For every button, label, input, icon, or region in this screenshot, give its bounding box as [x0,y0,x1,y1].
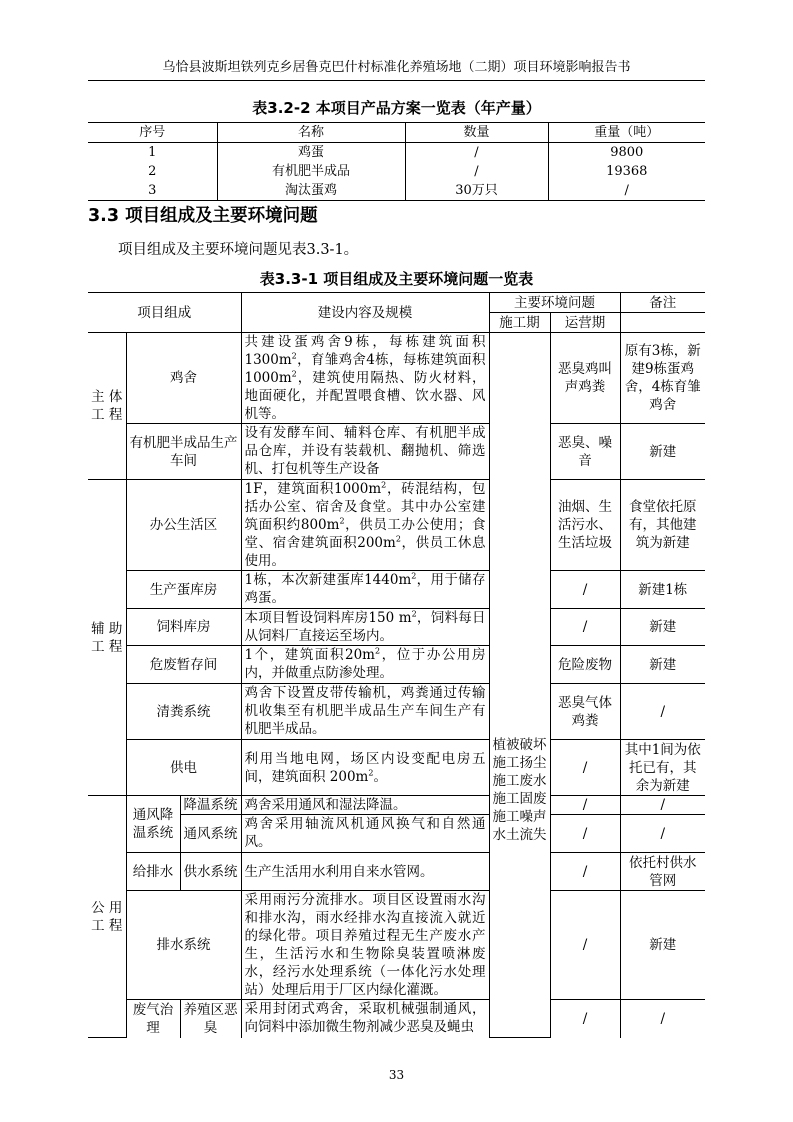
table-row [88,609,705,646]
table-row [88,162,705,181]
table-row [88,571,705,609]
table-row [88,796,705,815]
remark-cell: / [620,815,705,853]
remark-cell: 新建 [620,891,705,1000]
table-cell: / [548,181,705,201]
subgroup-label: 通风降温系统 [126,796,180,853]
group-label: 辅 助 工 程 [88,480,126,796]
row-content: 鸡舍下设置皮带传输机，鸡粪通过传输机收集至有机肥半成品生产车间生产有机肥半成品。 [241,684,489,740]
row-name: 供电 [126,740,241,796]
column-header: 数量 [405,123,548,143]
row-content: 1F，建筑面积$1000m^2$，砖混结构，包括办公室、宿舍及食堂。其中办公室建筑面积约$800m^2$，供员工办公使用；食堂、宿舍建筑面积$200m^2$，供员工休息使用。 [241,480,489,571]
table-row [88,181,705,201]
subgroup-label: 给排水 [126,853,180,891]
table-row [88,853,705,891]
column-header: 运营期 [550,313,620,333]
operation-issues: / [550,571,620,609]
section-heading: 3.3 项目组成及主要环境问题 [88,206,318,226]
remark-cell: / [620,1000,705,1038]
operation-issues: 油烟、生活污水、生活垃圾 [550,480,620,571]
header-rule [88,80,705,81]
row-content: 采用封闭式鸡舍，采取机械强制通风，向饲料中添加微生物剂减少恶臭及蝇虫 [241,1000,489,1038]
operation-issues: / [550,609,620,646]
row-content: 鸡舍采用轴流风机通风换气和自然通风。 [241,815,489,853]
row-name: 通风系统 [180,815,241,853]
table-row [88,815,705,853]
column-header: 备注 [620,293,705,313]
operation-issues: 恶臭气体鸡粪 [550,684,620,740]
column-header: 项目组成 [88,293,241,333]
table-row [88,424,705,480]
remark-cell: 新建 [620,646,705,684]
body-paragraph: 项目组成及主要环境问题见表3.3-1。 [118,242,359,258]
row-name: 生产蛋库房 [126,571,241,609]
subgroup-label: 废气治理 [126,1000,180,1038]
remark-cell: 依托村供水管网 [620,853,705,891]
remark-cell: 原有3栋，新建9栋蛋鸡舍，4栋育雏鸡舍 [620,333,705,424]
table2-caption: 表3.3-1 项目组成及主要环境问题一览表 [259,270,534,288]
table-header-row [88,123,705,143]
column-header: 施工期 [489,313,550,333]
operation-issues: / [550,891,620,1000]
table-row [88,740,705,796]
column-header [620,313,705,333]
table-cell: 30万只 [405,181,548,201]
operation-issues: 恶臭鸡叫声鸡粪 [550,333,620,424]
row-name: 降温系统 [180,796,241,815]
row-content: 设有发酵车间、辅料仓库、有机肥半成品仓库，并设有装载机、翻抛机、筛选机、打包机等生产设备 [241,424,489,480]
table-row [88,333,705,424]
row-name: 供水系统 [180,853,241,891]
column-header: 名称 [217,123,405,143]
row-content: 利用当地电网，场区内设变配电房五间，建筑面积 $200m^2$。 [241,740,489,796]
operation-issues: / [550,796,620,815]
row-name: 饲料库房 [126,609,241,646]
operation-issues: 危险废物 [550,646,620,684]
remark-cell: 新建 [620,609,705,646]
operation-issues: / [550,853,620,891]
construction-issues: 植被破坏施工扬尘施工废水施工固废施工噪声水土流失 [489,333,550,1038]
row-name: 有机肥半成品生产车间 [126,424,241,480]
row-name: 排水系统 [126,891,241,1000]
operation-issues: / [550,740,620,796]
remark-cell: 新建 [620,424,705,480]
column-header: 主要环境问题 [489,293,620,313]
table-cell: 鸡蛋 [217,143,405,163]
column-header: 重量（吨） [548,123,705,143]
table-row [88,143,705,163]
table-cell: 19368 [548,162,705,181]
remark-cell: 食堂依托原有，其他建筑为新建 [620,480,705,571]
row-name: 鸡舍 [126,333,241,424]
table1-caption: 表3.2-2 本项目产品方案一览表（年产量） [252,99,541,117]
table-cell: / [405,143,548,163]
operation-issues: / [550,815,620,853]
table-row [88,684,705,740]
row-name: 危废暂存间 [126,646,241,684]
operation-issues: 恶臭、噪音 [550,424,620,480]
row-content: 生产生活用水利用自来水管网。 [241,853,489,891]
table-cell: 9800 [548,143,705,163]
row-name: 清粪系统 [126,684,241,740]
product-table [88,122,705,201]
group-label: 主 体 工 程 [88,333,126,480]
row-content: 采用雨污分流排水。项目区设置雨水沟和排水沟，雨水经排水沟直接流入就近的绿化带。项目养殖过程无生产废水产生，生活污水和生物除臭装置喷淋废水，经污水处理系统（一体化污水处理站）处理后用于厂区内绿化灌溉。 [241,891,489,1000]
table-cell: 3 [88,181,217,201]
remark-cell: 其中1间为依托已有，其余为新建 [620,740,705,796]
page-number: 33 [388,1068,405,1082]
group-label: 公 用 工 程 [88,796,126,1038]
table-cell: 1 [88,143,217,163]
row-content: 1个，建筑面积$20m^2$，位于办公用房内，并做重点防渗处理。 [241,646,489,684]
table-row [88,891,705,1000]
row-content: 鸡舍采用通风和湿法降温。 [241,796,489,815]
column-header: 建设内容及规模 [241,293,489,333]
table-header-row [88,293,705,313]
table-cell: 有机肥半成品 [217,162,405,181]
table-cell: / [405,162,548,181]
row-name: 养殖区恶臭 [180,1000,241,1038]
table-cell: 2 [88,162,217,181]
running-header: 乌恰县波斯坦铁列克乡居鲁克巴什村标准化养殖场地（二期）项目环境影响报告书 [162,60,631,75]
table-row [88,480,705,571]
remark-cell: / [620,684,705,740]
table-row [88,646,705,684]
remark-cell: / [620,796,705,815]
composition-table [88,292,705,1038]
table-row [88,1000,705,1038]
row-content: 本项目暂设饲料库房150 $m^2$，饲料每日从饲料厂直接运至场内。 [241,609,489,646]
row-content: 共建设蛋鸡舍9栋，每栋建筑面积$1300m^2$，育雏鸡舍4栋，每栋建筑面积$1000m^2$，建筑使用隔热、防火材料，地面硬化，并配置喂食槽、饮水器、风机等。 [241,333,489,424]
remark-cell: 新建1栋 [620,571,705,609]
operation-issues: / [550,1000,620,1038]
row-name: 办公生活区 [126,480,241,571]
table-cell: 淘汰蛋鸡 [217,181,405,201]
row-content: 1栋，本次新建蛋库$1440m^2$，用于储存鸡蛋。 [241,571,489,609]
column-header: 序号 [88,123,217,143]
